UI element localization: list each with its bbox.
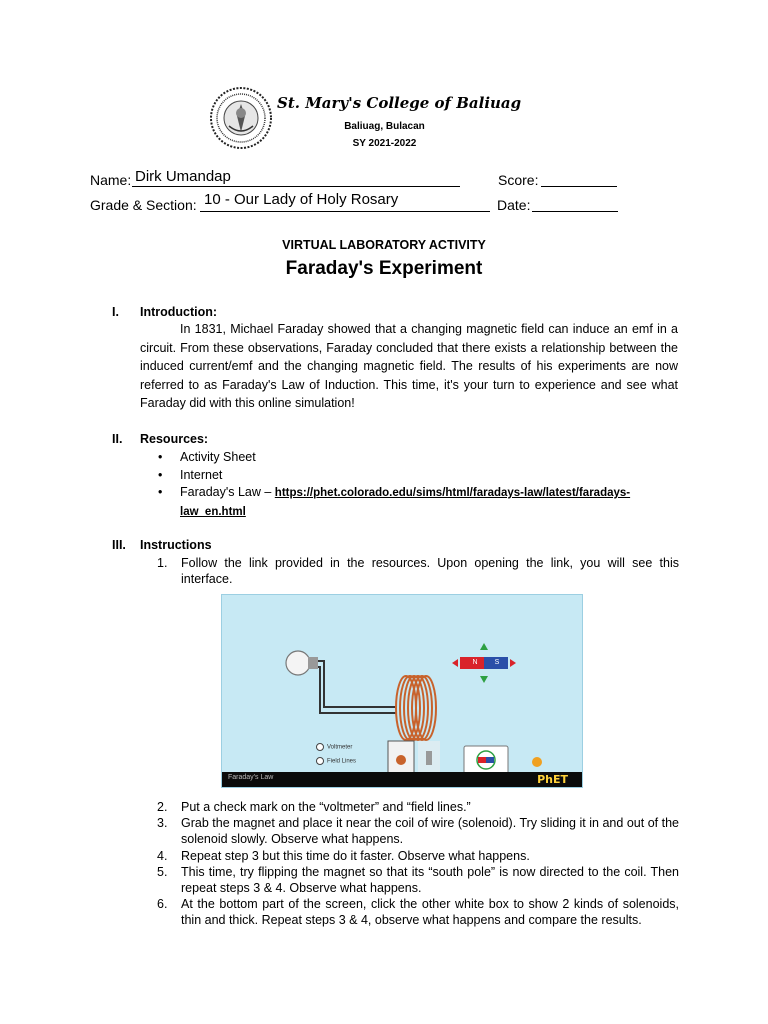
school-name: St. Mary's College of Baliuag <box>277 94 522 112</box>
list-item: • Internet <box>158 467 223 482</box>
list-item: • Activity Sheet <box>158 450 256 464</box>
simulation-footer-bar: Faraday's Law PhET <box>222 772 582 787</box>
resources-list <box>158 449 688 521</box>
school-seal-logo <box>209 86 273 150</box>
list-item: • Faraday's Law – https://phet.colorado.edu/sims/html/faradays-law/latest/faradays-law_en.html <box>158 485 631 518</box>
simulation-screenshot <box>221 594 583 788</box>
school-location: Baliuag, Bulacan <box>344 121 425 132</box>
score-field[interactable] <box>541 186 617 187</box>
school-year: SY 2021-2022 <box>352 138 417 149</box>
grade-underline <box>200 211 490 212</box>
date-field[interactable] <box>532 211 618 212</box>
flip-magnet-button[interactable] <box>464 746 508 774</box>
magnet-labels: N S <box>472 659 500 666</box>
list-item: 4. Repeat step 3 but this time do it faster. Observe what happens. <box>157 848 530 863</box>
score-label: Score: <box>498 172 539 188</box>
activity-heading: VIRTUAL LABORATORY ACTIVITY <box>282 238 486 252</box>
name-label: Name: <box>90 172 132 188</box>
light-bulb-icon <box>286 651 318 675</box>
section-number-resources: II. <box>112 432 123 446</box>
activity-title: Faraday's Experiment <box>285 258 483 279</box>
name-field[interactable]: Dirk Umandap <box>135 168 231 185</box>
list-item: 1. Follow the link provided in the resources. Upon opening the link, you will see this interface. <box>157 556 679 587</box>
section-title-resources: Resources: <box>140 432 209 446</box>
section-number-intro: I. <box>112 305 119 319</box>
section-number-instructions: III. <box>112 538 126 552</box>
phet-logo[interactable]: PhET <box>537 773 568 786</box>
instructions-list-first <box>157 555 679 587</box>
coil-icon <box>396 676 436 740</box>
phet-link[interactable]: https://phet.colorado.edu/sims/html/faradays-law/latest/faradays-law_en.html <box>180 487 631 518</box>
reset-icon[interactable] <box>532 757 542 767</box>
intro-text: In 1831, Michael Faraday showed that a changing magnetic field can induce an emf in a circuit. From these observations, Faraday concluded that there exists a relationship between the induced current/emf and the changing magnetic field. The results of his experiments are now referred to as Faraday's Law of Induction. This time, it's your turn to experience and see what Faraday did with this online simulation! <box>140 322 678 410</box>
list-item: 2. Put a check mark on the “voltmeter” and “field lines.” <box>157 800 471 814</box>
date-label: Date: <box>497 197 531 213</box>
grade-section-label: Grade & Section: <box>90 197 197 213</box>
intro-paragraph <box>140 320 678 413</box>
grade-section-field[interactable]: 10 - Our Lady of Holy Rosary <box>204 191 399 208</box>
list-item: 5. This time, try flipping the magnet so that its “south pole” is now directed to the coil. Then repeat steps 3 & 4. Observe what happens. <box>157 864 679 896</box>
instructions-list <box>157 799 679 929</box>
section-title-instructions: Instructions <box>140 538 212 552</box>
name-underline <box>132 186 460 187</box>
list-item: 3. Grab the magnet and place it near the coil of wire (solenoid). Try sliding it in and out of the solenoid slowly. Observe what happens. <box>157 816 679 847</box>
voltmeter-checkbox[interactable]: Voltmeter <box>316 743 352 751</box>
section-title-intro: Introduction: <box>140 305 218 319</box>
list-item: 6. At the bottom part of the screen, click the other white box to show 2 kinds of solenoids, thin and thick. Repeat steps 3 & 4, observe what happens and compare the results. <box>157 897 679 928</box>
field-lines-checkbox[interactable]: Field Lines <box>316 757 356 765</box>
